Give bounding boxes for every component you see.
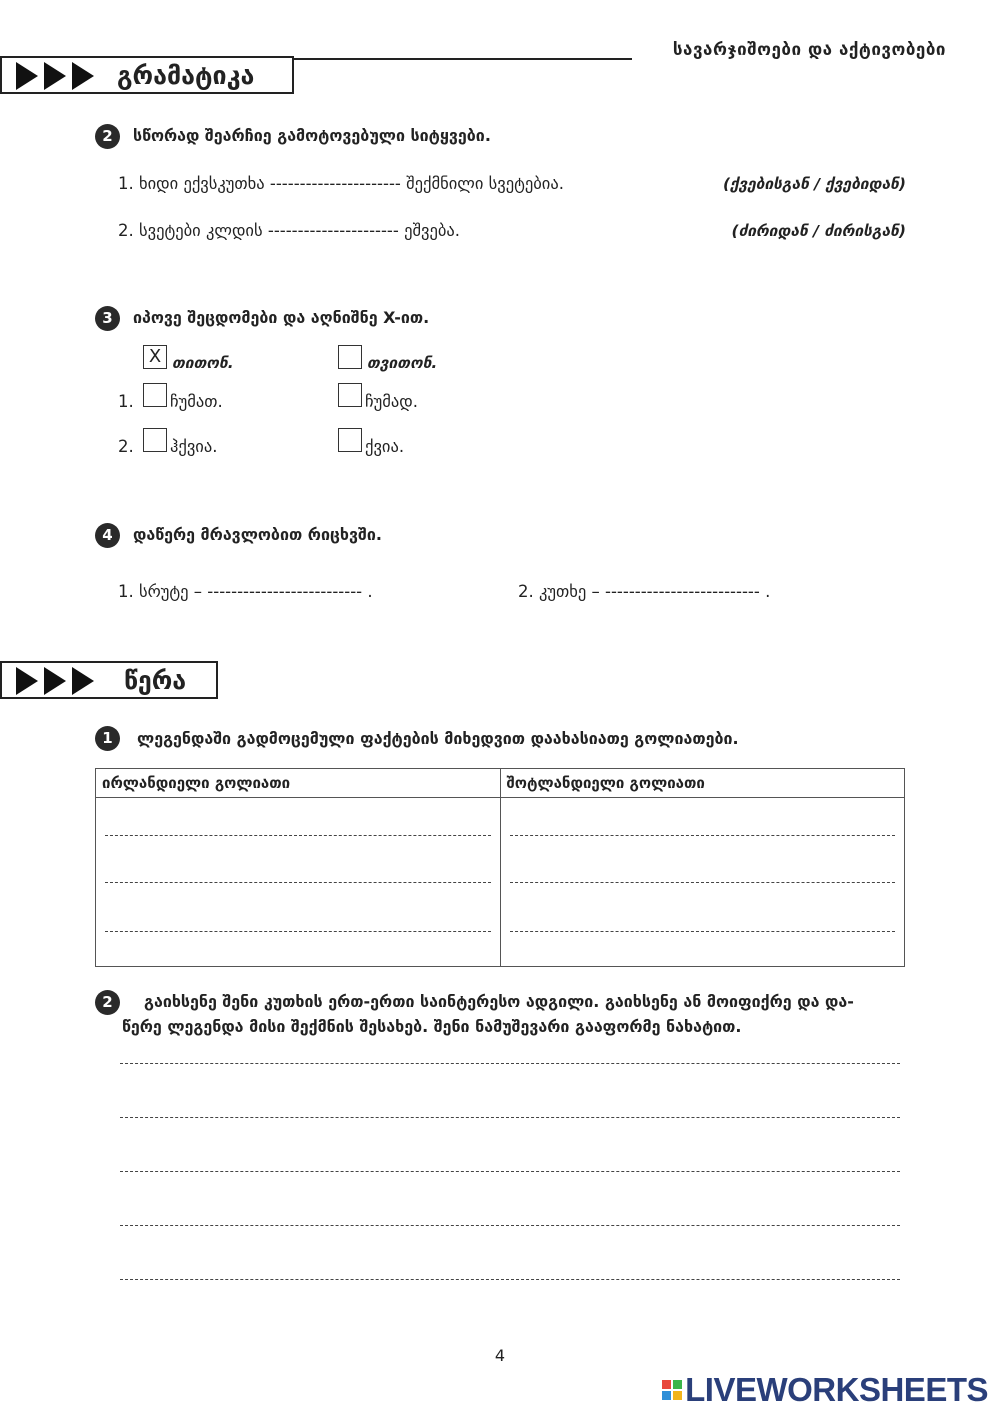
column-header: შოტლანდიელი გოლიათი xyxy=(500,769,905,798)
answer-blank[interactable]: -------------------------- xyxy=(207,582,363,601)
item-word: კუთხე – xyxy=(539,582,600,601)
item-word: სრუტე – xyxy=(139,582,203,601)
column-header: ირლანდიელი გოლიათი xyxy=(96,769,501,798)
triple-arrow-icon xyxy=(16,667,96,695)
item-number: 2. xyxy=(118,221,134,240)
question-title: სწორად შეარჩიე გამოტოვებული სიტყვები. xyxy=(133,126,491,145)
logo-grid-icon xyxy=(662,1380,682,1400)
question-title-line2: წერე ლეგენდა მისი შექმნის შესახებ. შენი ნამუშევარი გააფორმე ნახატით. xyxy=(122,1017,742,1036)
question-number-badge: 1 xyxy=(95,726,120,751)
item-end: . xyxy=(367,582,373,601)
giants-table xyxy=(95,768,905,967)
logo-text: LIVEWORKSHEETS xyxy=(685,1371,988,1408)
question-number-badge: 2 xyxy=(95,990,120,1015)
answer-cell[interactable] xyxy=(501,798,905,966)
answer-line xyxy=(510,835,896,836)
answer-blank[interactable]: ---------------------- xyxy=(269,174,401,193)
writing-line[interactable] xyxy=(120,1225,900,1226)
item-number: 1. xyxy=(118,582,134,601)
answer-options: (ქვებისგან / ქვებიდან) xyxy=(722,175,906,193)
example-checkbox xyxy=(338,345,362,369)
answer-line xyxy=(105,835,491,836)
writing-banner xyxy=(0,661,218,699)
checkbox-label: ჩუმად. xyxy=(365,392,418,411)
example-word: თვითონ. xyxy=(367,354,438,372)
checkbox-label: ჩუმათ. xyxy=(170,392,223,411)
answer-blank[interactable]: -------------------------- xyxy=(605,582,760,601)
triple-arrow-icon xyxy=(16,62,96,90)
answer-line xyxy=(510,931,896,932)
writing-line[interactable] xyxy=(120,1117,900,1118)
liveworksheets-logo[interactable] xyxy=(662,1371,988,1409)
grammar-banner xyxy=(0,56,294,94)
item-number: 2. xyxy=(518,582,534,601)
answer-checkbox[interactable] xyxy=(338,428,362,452)
answer-checkbox[interactable] xyxy=(338,383,362,407)
answer-blank[interactable]: ---------------------- xyxy=(267,221,399,240)
answer-checkbox[interactable] xyxy=(143,383,167,407)
page-number: 4 xyxy=(494,1346,506,1365)
answer-line xyxy=(510,882,896,883)
item-number: 2. xyxy=(118,437,134,456)
section-header-title: სავარჯიშოები და აქტივობები xyxy=(672,40,946,60)
item-text-before: სვეტები კლდის xyxy=(139,221,263,240)
item-number: 1. xyxy=(118,392,134,411)
answer-checkbox[interactable] xyxy=(143,428,167,452)
question-title: დაწერე მრავლობით რიცხვში. xyxy=(133,525,382,544)
question-title-line1: გაიხსენე შენი კუთხის ერთ-ერთი საინტერესო ადგილი. გაიხსენე ან მოიფიქრე და და- xyxy=(144,992,854,1011)
checkbox-label: ჰქვია. xyxy=(170,437,218,456)
question-title: ლეგენდაში გადმოცემული ფაქტების მიხედვით დაახასიათე გოლიათები. xyxy=(137,729,739,748)
question-number-badge: 2 xyxy=(95,124,120,149)
example-word: თითონ. xyxy=(172,354,234,372)
checkbox-label: ქვია. xyxy=(365,437,405,456)
answer-cell[interactable] xyxy=(96,798,500,966)
answer-options: (ძირიდან / ძირისგან) xyxy=(731,222,906,240)
writing-banner-title: წერა xyxy=(124,666,187,695)
plural-item xyxy=(518,582,770,601)
question-title: იპოვე შეცდომები და აღნიშნე X-ით. xyxy=(133,308,430,327)
answer-line xyxy=(105,931,491,932)
writing-line[interactable] xyxy=(120,1171,900,1172)
item-text-after: ეშვება. xyxy=(404,221,461,240)
question-number-badge: 3 xyxy=(95,306,120,331)
item-end: . xyxy=(765,582,771,601)
item-number: 1. xyxy=(118,174,134,193)
item-text-before: ხიდი ექვსკუთხა xyxy=(139,174,265,193)
plural-item xyxy=(118,582,373,601)
writing-line[interactable] xyxy=(120,1279,900,1280)
item-text-after: შექმნილი სვეტებია. xyxy=(406,174,564,193)
example-checkbox-marked: X xyxy=(143,345,167,369)
fill-blank-item xyxy=(118,174,564,193)
grammar-banner-title: გრამატიკა xyxy=(117,61,255,90)
header-rule xyxy=(290,58,632,60)
question-number-badge: 4 xyxy=(95,523,120,548)
writing-line[interactable] xyxy=(120,1063,900,1064)
fill-blank-item xyxy=(118,221,460,240)
answer-line xyxy=(105,882,491,883)
